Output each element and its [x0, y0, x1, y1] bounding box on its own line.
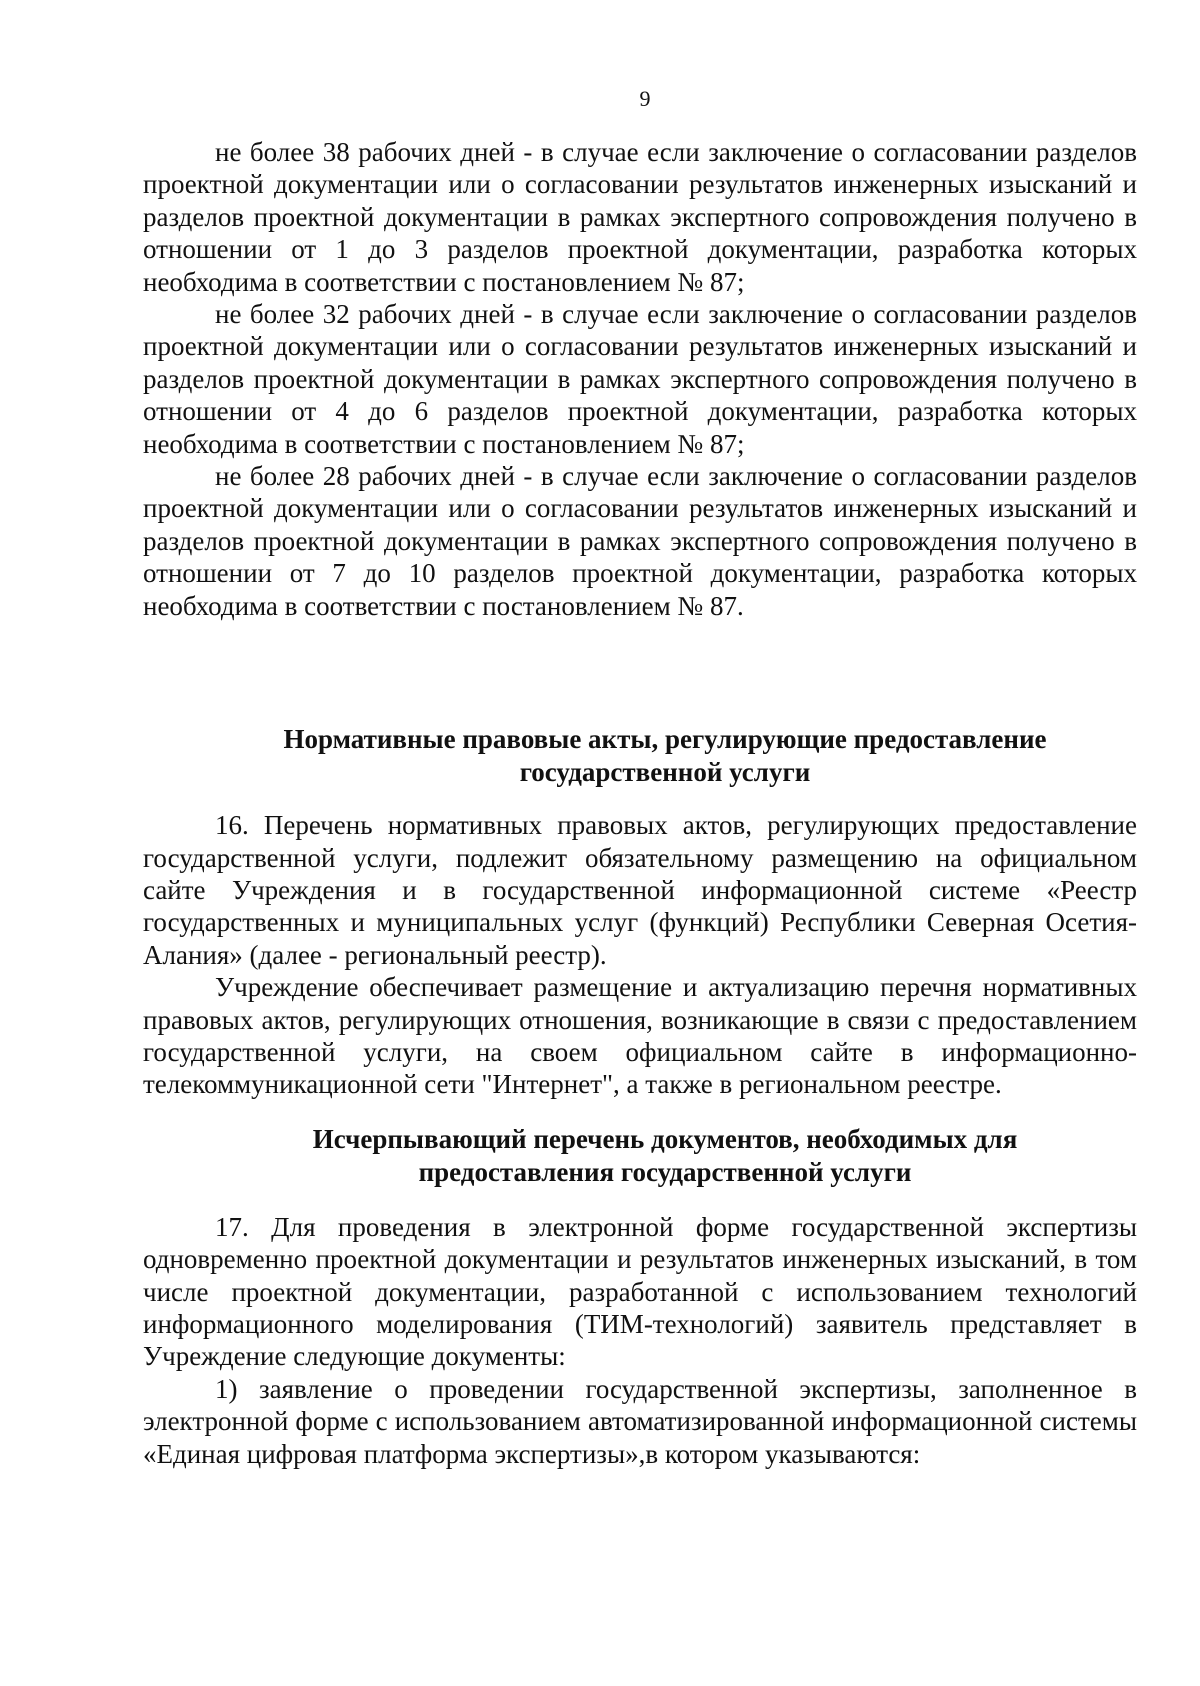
page-number: 9 — [639, 86, 651, 111]
spacer — [143, 1101, 1137, 1123]
section-heading-documents-list: Исчерпывающий перечень документов, необходимых для предоставления государственной услуги — [312, 1123, 1018, 1187]
paragraph-17: 17. Для проведения в электронной форме государственной экспертизы одновременно проектной документации и результатов инженерных изысканий, в том числе проектной документации, разработанной с использованием технологий информационного моделирования (ТИМ-технологий) заявитель представляет в Учреждение следующие документы: — [143, 1211, 1137, 1372]
paragraph-16: 16. Перечень нормативных правовых актов, регулирующих предоставление государственной услуги, подлежит обязательному размещению на официальном сайте Учреждения и в государственной информационной системе «Реестр государственных и муниципальных услуг (функций) Республики Северная Осетия-Алания» (далее - региональный реестр). — [143, 810, 1137, 970]
paragraph-term-28: не более 28 рабочих дней - в случае если заключение о согласовании разделов проектной документации или о согласовании результатов инженерных изысканий и разделов проектной документации в рамках экспертного сопровождения получено в отношении от 7 до 10 разделов проектной документации, разработка которых необходима в соответствии с постановлением № 87. — [143, 461, 1137, 621]
spacer — [143, 622, 1137, 723]
section-heading-normative-acts: Нормативные правовые акты, регулирующие предоставление государственной услуги — [283, 724, 1047, 788]
paragraph-term-38: не более 38 рабочих дней - в случае если заключение о согласовании разделов проектной документации или о согласовании результатов инженерных изысканий и разделов проектной документации в рамках экспертного сопровождения получено в отношении от 1 до 3 разделов проектной документации, разработка которых необходима в соответствии с постановлением № 87; — [143, 137, 1137, 297]
spacer — [143, 1189, 1137, 1211]
spacer — [143, 789, 1137, 809]
paragraph-term-32: не более 32 рабочих дней - в случае если заключение о согласовании разделов проектной документации или о согласовании результатов инженерных изысканий и разделов проектной документации в рамках экспертного сопровождения получено в отношении от 4 до 6 разделов проектной документации, разработка которых необходима в соответствии с постановлением № 87; — [143, 299, 1137, 459]
paragraph-institution: Учреждение обеспечивает размещение и актуализацию перечня нормативных правовых актов, регулирующих отношения, возникающие в связи с предоставлением государственной услуги, на своем официальном сайте в информационно-телекоммуникационной сети "Интернет", а также в региональном реестре. — [143, 972, 1137, 1100]
page-content — [143, 136, 1137, 1470]
paragraph-17-item-1: 1) заявление о проведении государственной экспертизы, заполненное в электронной форме с использованием автоматизированной информационной системы «Единая цифровая платформа экспертизы»,в котором указываются: — [143, 1373, 1137, 1469]
